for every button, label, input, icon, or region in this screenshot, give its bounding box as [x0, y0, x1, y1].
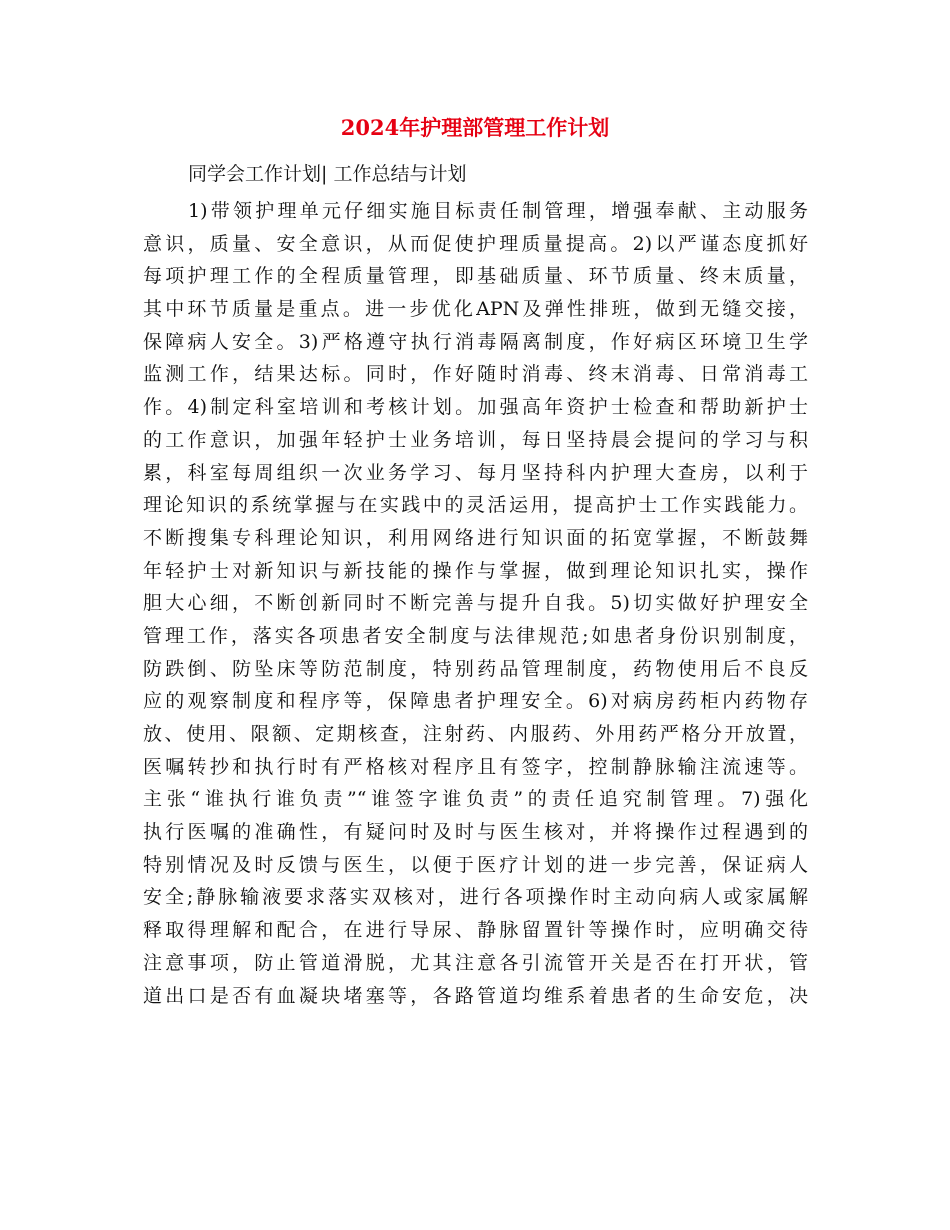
- body-text-line: 应的观察制度和程序等，保障患者护理安全。6)对病房药柜内药物存: [143, 690, 808, 713]
- document-body: [143, 195, 808, 1012]
- body-text-line: 不断搜集专科理论知识，利用网络进行知识面的拓宽掌握，不断鼓舞: [143, 526, 808, 549]
- body-text-line: 注意事项，防止管道滑脱，尤其注意各引流管开关是否在打开状，管: [143, 951, 808, 974]
- body-text-line: 放、使用、限额、定期核查，注射药、内服药、外用药严格分开放置，: [143, 723, 808, 745]
- body-text-line: 安全;静脉输液要求落实双核对，进行各项操作时主动向病人或家属解: [143, 886, 808, 909]
- body-text-line: 管理工作，落实各项患者安全制度与法律规范;如患者身份识别制度，: [143, 624, 808, 647]
- body-text-line: 医嘱转抄和执行时有严格核对程序且有签字，控制静脉输注流速等。: [143, 755, 808, 778]
- body-text-line: 特别情况及时反馈与医生，以便于医疗计划的进一步完善，保证病人: [143, 853, 808, 876]
- body-text-line: 防跌倒、防坠床等防范制度，特别药品管理制度，药物使用后不良反: [143, 657, 808, 680]
- body-text-line: 年轻护士对新知识与新技能的操作与掌握，做到理论知识扎实，操作: [143, 559, 808, 582]
- body-text-line: 累，科室每周组织一次业务学习、每月坚持科内护理大查房，以利于: [143, 461, 808, 484]
- body-text-line: 理论知识的系统掌握与在实践中的灵活运用，提高护士工作实践能力。: [143, 494, 808, 517]
- body-text-line: 意识，质量、安全意识，从而促使护理质量提高。2)以严谨态度抓好: [143, 232, 808, 255]
- body-text-line: 胆大心细，不断创新同时不断完善与提升自我。5)切实做好护理安全: [143, 592, 808, 615]
- body-text-line: 释取得理解和配合，在进行导尿、静脉留置针等操作时，应明确交待: [143, 919, 808, 942]
- document-title: 2024年护理部管理工作计划: [340, 115, 610, 140]
- body-text-line: 其中环节质量是重点。进一步优化APN及弹性排班，做到无缝交接，: [143, 298, 808, 321]
- body-text-line: 1)带领护理单元仔细实施目标责任制管理，增强奉献、主动服务: [188, 200, 808, 222]
- body-text-line: 主张“谁执行谁负责”“谁签字谁负责”的责任追究制管理。7)强化: [143, 788, 808, 811]
- body-text-line: 每项护理工作的全程质量管理，即基础质量、环节质量、终末质量，: [143, 265, 808, 288]
- body-text-line: 执行医嘱的准确性，有疑问时及时与医生核对，并将操作过程遇到的: [143, 821, 808, 844]
- document-subtitle: 同学会工作计划| 工作总结与计划: [188, 163, 467, 185]
- body-text-line: 作。4)制定科室培训和考核计划。加强高年资护士检查和帮助新护士: [143, 396, 808, 419]
- body-text-line: 保障病人安全。3)严格遵守执行消毒隔离制度，作好病区环境卫生学: [143, 330, 808, 353]
- body-text-line: 道出口是否有血凝块堵塞等，各路管道均维系着患者的生命安危，决: [143, 984, 808, 1007]
- body-text-line: 监测工作，结果达标。同时，作好随时消毒、终末消毒、日常消毒工: [143, 363, 808, 386]
- body-text-line: 的工作意识，加强年轻护士业务培训，每日坚持晨会提问的学习与积: [143, 428, 808, 451]
